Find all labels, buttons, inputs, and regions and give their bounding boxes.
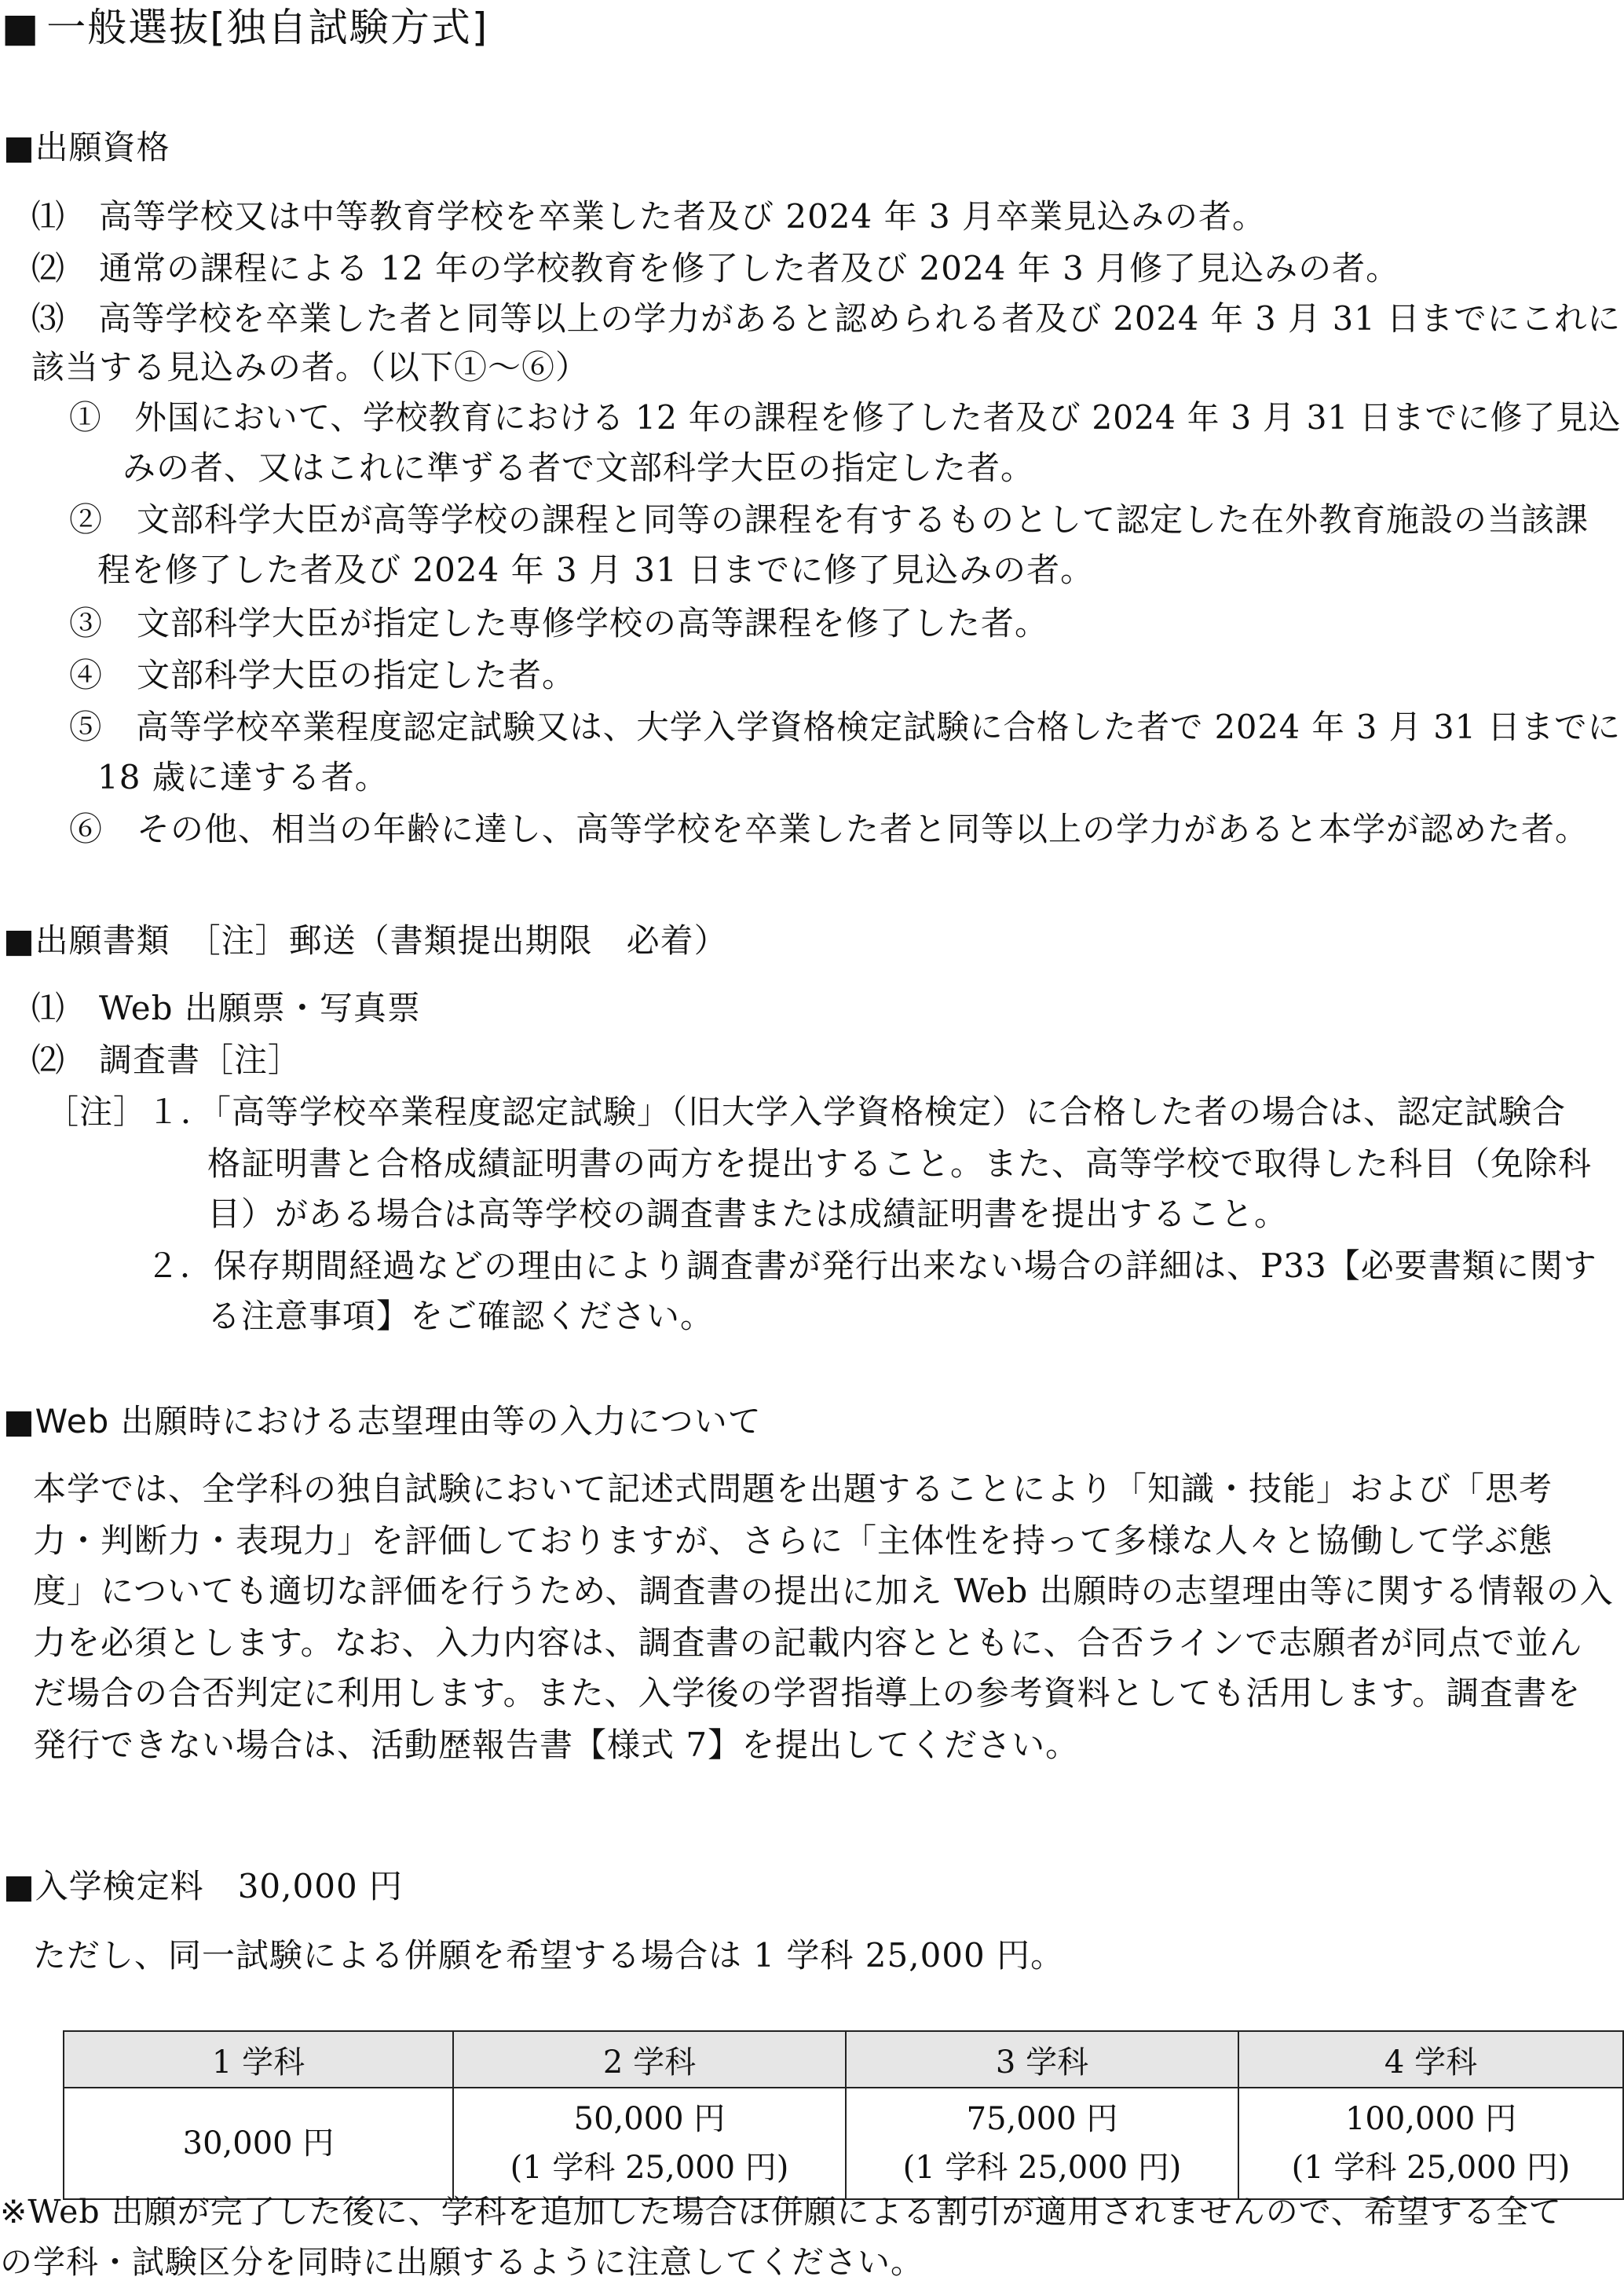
documents-item-1: ⑴ Web 出願票・写真票 [31, 989, 421, 1027]
eligibility-subitem-5: ⑤ 高等学校卒業程度認定試験又は、大学入学資格検定試験に合格した者で 2024 年 3 月 31 日までに [69, 708, 1622, 746]
eligibility-subitem-6: ⑥ その他、相当の年齢に達し、高等学校を卒業した者と同等以上の学力があると本学が認めた者。 [69, 810, 1589, 848]
documents-note-1-cont-2: 目）がある場合は高等学校の調査書または成績証明書を提出すること。 [207, 1195, 1289, 1233]
web-reason-line-2: 力・判断力・表現力」を評価しておりますが、さらに「主体性を持って多様な人々と協働して学ぶ態 [33, 1521, 1553, 1560]
fee-table-cell [1238, 2088, 1623, 2199]
fee-footnote-line-1: ※Web 出願が完了した後に、学科を追加した場合は併願による割引が適用されませんので、希望する全て [0, 2193, 1562, 2231]
page-title: ■ 一般選抜[独自試験方式] [2, 2, 488, 53]
fee-note: ただし、同一試験による併願を希望する場合は 1 学科 25,000 円。 [33, 1936, 1065, 1975]
fee-amount: 30,000 円 [237, 1867, 404, 1905]
documents-note-1-cont: 格証明書と合格成績証明書の両方を提出すること。また、高等学校で取得した科目（免除科 [207, 1144, 1593, 1183]
fee-cell-per-dept: (1 学科 25,000 円) [902, 2150, 1182, 2186]
square-bullet-icon: ■ [2, 5, 41, 50]
fee-table-header: 2 学科 [453, 2031, 846, 2088]
fee-table-header: 3 学科 [846, 2031, 1238, 2088]
fee-heading-label: ■入学検定料 [3, 1867, 204, 1905]
section-heading-documents: ■出願書類 ［注］郵送（書類提出期限 必着） [3, 921, 728, 960]
web-reason-line-3: 度」についても適切な評価を行うため、調査書の提出に加え Web 出願時の志望理由等に関する情報の入 [33, 1572, 1614, 1610]
fee-cell-amount: 50,000 円 [573, 2101, 726, 2137]
web-reason-line-1: 本学では、全学科の独自試験において記述式問題を出題することにより「知識・技能」および「思考 [33, 1470, 1553, 1508]
eligibility-item-2: ⑵ 通常の課程による 12 年の学校教育を修了した者及び 2024 年 3 月修了見込みの者。 [31, 249, 1400, 287]
fee-cell-per-dept: (1 学科 25,000 円) [510, 2150, 789, 2186]
eligibility-item-3-cont: 該当する見込みの者。（以下①～⑥） [31, 348, 590, 386]
fee-table-cell [64, 2088, 453, 2199]
section-heading-fee [3, 1865, 403, 1909]
documents-note-2: ２．保存期間経過などの理由により調査書が発行出来ない場合の詳細は、P33【必要書類に関す [146, 1246, 1597, 1285]
fee-cell-amount: 75,000 円 [966, 2101, 1118, 2137]
eligibility-subitem-2-cont: 程を修了した者及び 2024 年 3 月 31 日までに修了見込みの者。 [97, 551, 1095, 589]
fee-footnote-line-2: の学科・試験区分を同時に出願するように注意してください。 [0, 2243, 924, 2281]
eligibility-subitem-4: ④ 文部科学大臣の指定した者。 [69, 656, 576, 694]
eligibility-item-3: ⑶ 高等学校を卒業した者と同等以上の学力があると認められる者及び 2024 年 3 月 31 日までにこれに [31, 299, 1622, 338]
section-heading-web-reason: ■Web 出願時における志望理由等の入力について [3, 1402, 762, 1440]
eligibility-subitem-1-cont: みの者、又はこれに準ずる者で文部科学大臣の指定した者。 [123, 448, 1035, 487]
web-reason-line-6: 発行できない場合は、活動歴報告書【様式 7】を提出してください。 [33, 1726, 1080, 1764]
fee-table-row [64, 2088, 1623, 2199]
eligibility-subitem-5-cont: 18 歳に達する者。 [97, 758, 389, 796]
fee-cell-per-dept: (1 学科 25,000 円) [1291, 2150, 1571, 2186]
fee-table-cell [846, 2088, 1238, 2199]
fee-table-header: 4 学科 [1238, 2031, 1623, 2088]
web-reason-line-5: だ場合の合否判定に利用します。また、入学後の学習指導上の参考資料としても活用します。調査書を [33, 1674, 1582, 1712]
eligibility-subitem-1: ① 外国において、学校教育における 12 年の課程を修了した者及び 2024 年 3 月 31 日までに修了見込 [69, 398, 1622, 437]
eligibility-item-1: ⑴ 高等学校又は中等教育学校を卒業した者及び 2024 年 3 月卒業見込みの者。 [31, 197, 1267, 236]
fee-cell-amount: 30,000 円 [182, 2125, 335, 2161]
eligibility-subitem-3: ③ 文部科学大臣が指定した専修学校の高等課程を修了した者。 [69, 604, 1049, 642]
fee-table [63, 2030, 1624, 2200]
documents-item-2: ⑵ 調査書［注］ [31, 1041, 302, 1079]
documents-note-2-cont: る注意事項】をご確認ください。 [207, 1297, 715, 1335]
fee-cell-amount: 100,000 円 [1344, 2101, 1517, 2137]
section-heading-eligibility: ■出願資格 [3, 128, 170, 167]
fee-table-header-row [64, 2031, 1623, 2088]
fee-table-cell [453, 2088, 846, 2199]
fee-table-header: 1 学科 [64, 2031, 453, 2088]
web-reason-line-4: 力を必須とします。なお、入力内容は、調査書の記載内容とともに、合否ラインで志願者が同点で並ん [33, 1623, 1583, 1662]
eligibility-subitem-2: ② 文部科学大臣が高等学校の課程と同等の課程を有するものとして認定した在外教育施設の当該課 [69, 500, 1589, 539]
documents-note-1: ［注］１．「高等学校卒業程度認定試験」（旧大学入学資格検定）に合格した者の場合は、認定試験合 [46, 1093, 1567, 1131]
